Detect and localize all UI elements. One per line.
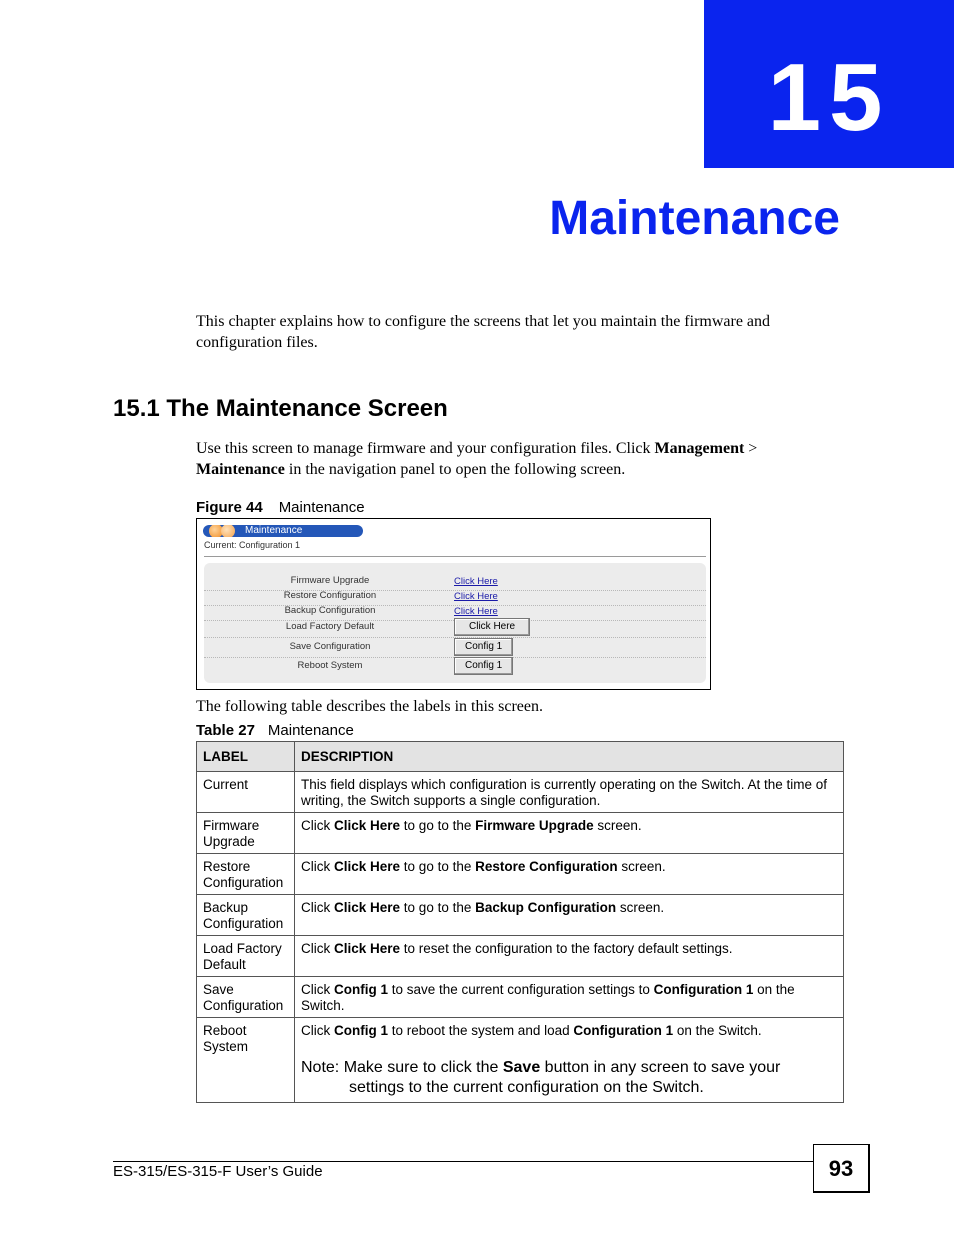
row-reboot-system — [204, 657, 706, 676]
desc-text: Click — [301, 982, 334, 997]
desc-text: to go to the — [400, 859, 476, 874]
row-description — [295, 1018, 844, 1103]
note-bold: Save — [502, 1058, 541, 1076]
table-row — [197, 854, 844, 895]
section-heading: 15.1 The Maintenance Screen — [113, 395, 448, 422]
table-caption-text: Maintenance — [267, 722, 354, 739]
table-row — [197, 813, 844, 854]
desc-bold: Restore Configuration — [475, 859, 618, 874]
row-description — [295, 977, 844, 1018]
figure-caption-label: Figure 44 — [196, 499, 263, 516]
figure-caption — [196, 499, 365, 517]
desc-text: on the Switch. — [673, 1023, 762, 1038]
firmware-upgrade-link[interactable]: Click Here — [454, 576, 498, 587]
row-label: Backup Configuration — [284, 605, 376, 616]
footer-guide-title: ES-315/ES-315-F User’s Guide — [113, 1163, 323, 1180]
load-factory-default-button[interactable]: Click Here — [454, 618, 530, 636]
desc-bold: Config 1 — [334, 1023, 388, 1038]
desc-text: Click — [301, 859, 334, 874]
header-description: DESCRIPTION — [295, 742, 844, 772]
desc-text: Click — [301, 1023, 334, 1038]
row-load-factory-default — [204, 618, 706, 638]
row-description — [295, 813, 844, 854]
desc-bold: Configuration 1 — [573, 1023, 674, 1038]
desc-text: on the Switch. — [301, 982, 795, 1013]
page-number: 93 — [828, 1156, 854, 1181]
para-text: Use this screen to manage firmware and your configuration files. Click — [196, 440, 655, 457]
row-label: Save Configuration — [197, 977, 295, 1018]
note-text: button in any screen to save your settings to the current configuration on the Switch. — [349, 1058, 781, 1096]
desc-text: to save the current configuration settings to — [388, 982, 654, 997]
restore-configuration-link[interactable]: Click Here — [454, 591, 498, 602]
maintenance-table — [196, 741, 844, 1103]
table-intro: The following table describes the labels in this screen. — [196, 698, 544, 715]
table-header-row — [197, 742, 844, 772]
chapter-number-box — [704, 0, 954, 168]
footer-rule — [113, 1161, 814, 1162]
table-caption-label: Table 27 — [196, 722, 255, 739]
row-label: Load Factory Default — [197, 936, 295, 977]
desc-text: Click — [301, 900, 334, 915]
desc-bold: Click Here — [334, 818, 401, 833]
desc-text: to go to the — [400, 900, 476, 915]
orange-dot-icon — [221, 525, 235, 537]
desc-bold: Firmware Upgrade — [475, 818, 594, 833]
desc-text: to reboot the system and load — [388, 1023, 574, 1038]
row-description — [295, 895, 844, 936]
row-label: Reboot System — [297, 660, 363, 671]
row-label: Restore Configuration — [197, 854, 295, 895]
maintenance-screenshot — [196, 518, 711, 690]
desc-bold: Backup Configuration — [475, 900, 617, 915]
section-paragraph — [196, 438, 836, 480]
save-note — [301, 1058, 837, 1098]
desc-text: Click — [301, 941, 334, 956]
header-label: LABEL — [197, 742, 295, 772]
page-number-box — [813, 1144, 870, 1193]
desc-text: screen. — [616, 900, 665, 915]
note-text: Note: Make sure to click the — [301, 1058, 503, 1076]
table-row — [197, 1018, 844, 1103]
row-label: Reboot System — [197, 1018, 295, 1103]
row-label: Firmware Upgrade — [290, 575, 370, 586]
table-caption — [196, 722, 354, 740]
table-row — [197, 936, 844, 977]
desc-text: to reset the configuration to the factory default settings. — [400, 941, 733, 956]
table-row — [197, 895, 844, 936]
intro-paragraph: This chapter explains how to configure the screens that let you maintain the firmware and configuration files. — [196, 313, 771, 351]
chapter-number: 15 — [767, 44, 891, 151]
desc-bold: Configuration 1 — [653, 982, 754, 997]
row-label: Current — [197, 772, 295, 813]
desc-bold: Config 1 — [334, 982, 388, 997]
table-row — [197, 772, 844, 813]
screen-title-bar — [203, 525, 363, 537]
screen-title: Maintenance — [245, 525, 303, 536]
desc-bold: Click Here — [334, 859, 401, 874]
table-row — [197, 977, 844, 1018]
para-bold-management: Management — [654, 440, 745, 457]
save-configuration-button[interactable]: Config 1 — [454, 638, 513, 656]
desc-text: screen. — [593, 818, 642, 833]
row-label: Load Factory Default — [285, 621, 375, 632]
desc-text: to go to the — [400, 818, 476, 833]
row-description — [295, 854, 844, 895]
desc-bold: Click Here — [334, 941, 401, 956]
para-text: > — [744, 440, 758, 457]
desc-bold: Click Here — [334, 900, 401, 915]
row-label: Backup Configuration — [197, 895, 295, 936]
chapter-title: Maintenance — [549, 192, 840, 245]
reboot-system-button[interactable]: Config 1 — [454, 657, 513, 675]
current-configuration: Current: Configuration 1 — [204, 540, 301, 550]
backup-configuration-link[interactable]: Click Here — [454, 606, 498, 617]
para-text: in the navigation panel to open the following screen. — [284, 461, 626, 478]
row-description: This field displays which configuration is currently operating on the Switch. At the time of writing, the Switch supports a single configuration. — [295, 772, 844, 813]
row-label: Save Configuration — [289, 641, 371, 652]
desc-text: Click — [301, 818, 334, 833]
figure-caption-text: Maintenance — [278, 499, 365, 516]
divider — [204, 556, 706, 557]
row-description — [295, 936, 844, 977]
para-bold-maintenance: Maintenance — [196, 461, 285, 478]
desc-text: screen. — [617, 859, 666, 874]
row-label: Restore Configuration — [283, 590, 377, 601]
row-label: Firmware Upgrade — [197, 813, 295, 854]
row-save-configuration — [204, 638, 706, 658]
